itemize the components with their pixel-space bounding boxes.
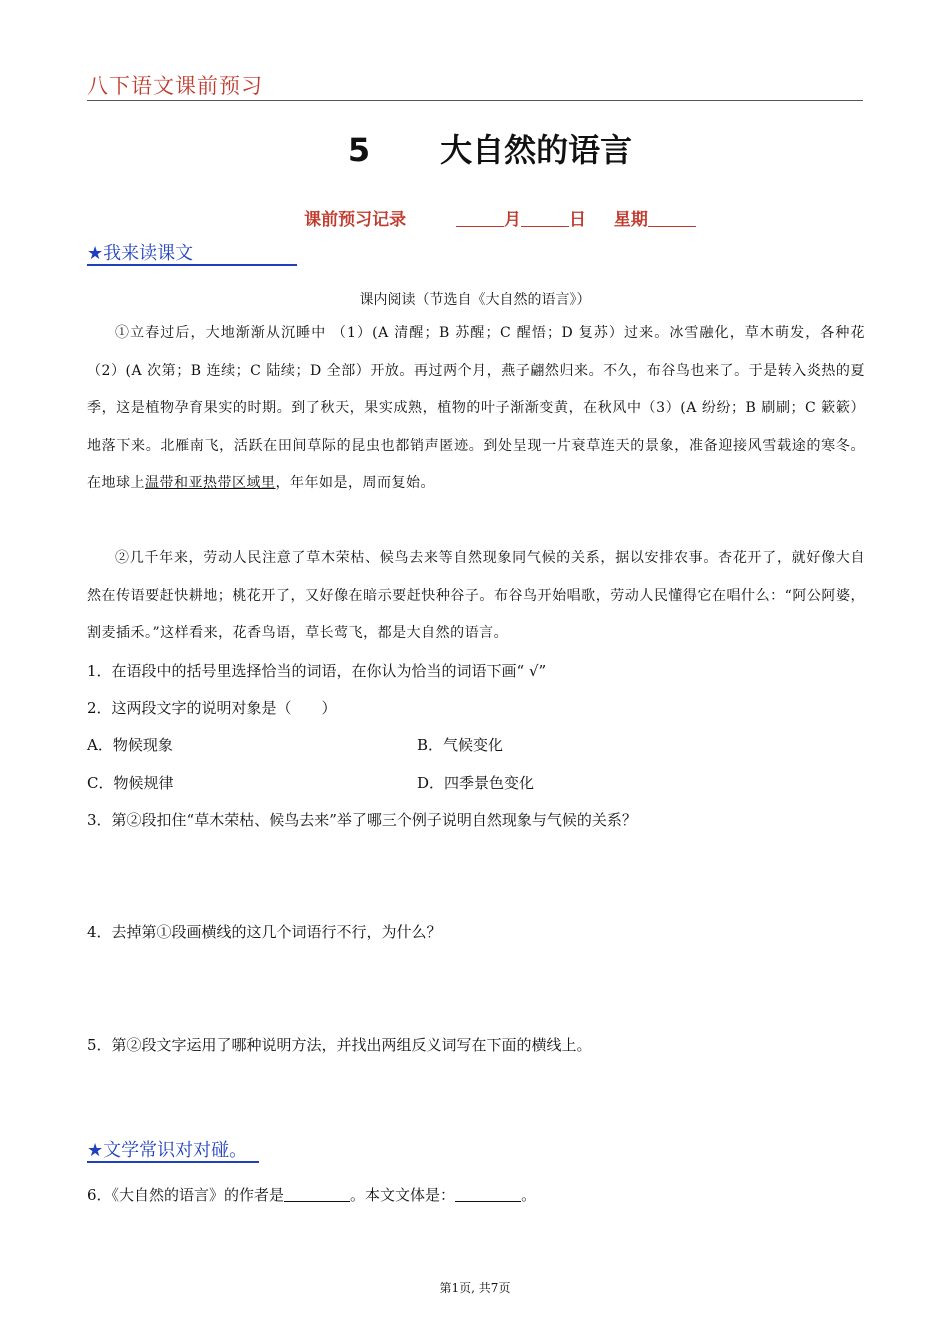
lesson-title: [0, 125, 950, 171]
underlined-phrase: 温带和亚热带区域里: [145, 475, 276, 491]
author-blank[interactable]: [284, 1187, 350, 1202]
page-header: [87, 70, 863, 101]
record-month: 月: [504, 210, 521, 230]
option-a[interactable]: A．物候现象: [87, 736, 173, 754]
record-weekday: 星期: [613, 210, 648, 230]
page-footer: 第1页, 共7页: [439, 1281, 511, 1295]
record-label: 课前预习记录: [304, 210, 407, 230]
lesson-number: 5: [347, 131, 371, 169]
para1-end: ，年年如是，周而复始。: [275, 475, 435, 491]
question-1: 1．在语段中的括号里选择恰当的词语，在你认为恰当的词语下画“ √”: [87, 662, 547, 680]
question-2: 2．这两段文字的说明对象是（ ）: [87, 699, 337, 717]
day-blank[interactable]: [521, 210, 569, 227]
section-literary-knowledge: ★文学常识对对碰。: [87, 1141, 259, 1163]
question-4: 4．去掉第①段画横线的这几个词语行不行，为什么？: [87, 923, 442, 941]
reading-caption: 课内阅读（节选自《大自然的语言》）: [359, 292, 591, 308]
genre-blank[interactable]: [455, 1187, 521, 1202]
question-5: 5．第②段文字运用了哪种说明方法，并找出两组反义词写在下面的横线上。: [87, 1036, 592, 1054]
paragraph-1: [87, 315, 865, 503]
option-b[interactable]: B．气候变化: [417, 736, 504, 754]
record-day: 日: [569, 210, 586, 230]
question-6: [87, 1184, 536, 1205]
option-c[interactable]: C．物候规律: [87, 774, 174, 792]
question-3: 3．第②段扣住“草木荣枯、候鸟去来”举了哪三个例子说明自然现象与气候的关系？: [87, 811, 637, 829]
section-read-text: ★我来读课文: [87, 244, 297, 266]
q6-genre-prompt: 。本文文体是：: [350, 1186, 456, 1204]
weekday-blank[interactable]: [648, 210, 696, 227]
lesson-name: 大自然的语言: [440, 131, 633, 169]
para1-text: ①立春过后，大地渐渐从沉睡中 （1）(A 清醒；B 苏醒；C 醒悟；D 复苏）过来。冰雪融化，草木萌发，各种花（2）(A 次第；B 连续；C 陆续；D 全部）开放。再过两个月，燕子翩然归来。不久，布谷鸟也来了。于是转入炎热的夏季，这是植物孕育果实的时期。到了秋天，果实成熟，植物的叶子渐渐变黄，在秋风中（3）(A 纷纷；B 刷刷；C 簌簌）地落下来。北雁南飞，活跃在田间草际的昆虫也都销声匿迹。到处呈现一片衰草连天的景象，准备迎接风雪载途的寒冬。在地球上: [87, 325, 865, 491]
preview-record: [0, 205, 950, 230]
header-title: 八下语文课前预习: [87, 74, 263, 98]
paragraph-2: ②几千年来，劳动人民注意了草木荣枯、候鸟去来等自然现象同气候的关系，据以安排农事。杏花开了，就好像大自然在传语要赶快耕地；桃花开了，又好像在暗示要赶快种谷子。布谷鸟开始唱歌，劳动人民懂得它在唱什么：“阿公阿婆，割麦插禾。”这样看来，花香鸟语，草长莺飞，都是大自然的语言。: [87, 550, 865, 641]
option-d[interactable]: D．四季景色变化: [417, 774, 535, 792]
q6-end: 。: [521, 1186, 537, 1204]
q6-author-prompt: 6．《大自然的语言》的作者是: [87, 1186, 285, 1204]
month-blank[interactable]: [456, 210, 504, 227]
